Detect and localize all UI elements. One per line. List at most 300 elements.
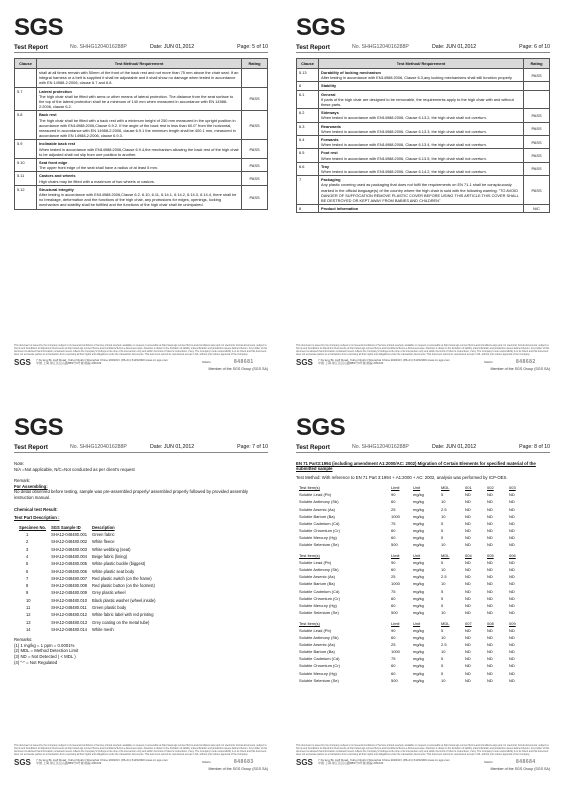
disclaimer: This document is issued by the Company subject to its General Conditions of Service printed overleaf, available on request or accessible at http://www.sgs.com/en/Terms-and-Conditions.aspx and, for electronic format documents, subject to Terms and Conditions for Electronic Documents at http://www.sgs.com/en/Terms-and-Conditions/Terms-e-Document.aspx. Attention is drawn to the limitation of liability, indemnification and jurisdiction issues defined therein. Any holder of this document is advised that information contained hereon reflects the Company's findings at the time of its intervention only and within the limits of Client's instructions, if any. The Company's sole responsibility is to its Client and this document does not exonerate parties to a transaction from exercising all their rights and obligations under the transaction documents. This document cannot be reproduced except in full, without prior written approval of the Company. xyxy=(296,344,550,356)
rating-cell: PASS xyxy=(242,140,268,159)
sample-id: SHA12-048480.002 xyxy=(51,539,88,545)
requirement-text: The high chair shall be fitted with a back rest with a minimum height of 250 mm measured in the upright position in accordance with EN14988:2006,Clause 6.9.2. If the angle of the back rest is less than 60.0° from the horizontal, measured in accordance with EN 14988-2:2006, clause 6.9.1 the minimum length shall be 400.1 mm, measured in accordance with EN 14988-2:2006, clause 6.9.3. xyxy=(39,117,236,139)
requirement-cell xyxy=(319,69,524,82)
remark-item: (2) MDL = Method Detection Limit xyxy=(14,648,79,654)
mdl-value: 5 xyxy=(441,534,444,540)
page-number: Page: 5 of 10 xyxy=(237,44,268,50)
mdl-value: 10 xyxy=(441,581,446,587)
table-row xyxy=(298,670,530,677)
remarks-label: Remarks: xyxy=(14,637,33,643)
disclaimer: This document is issued by the Company subject to its General Conditions of Service printed overleaf, available on request or accessible at http://www.sgs.com/en/Terms-and-Conditions.aspx and, for electronic format documents, subject to Terms and Conditions for Electronic Documents at http://www.sgs.com/en/Terms-and-Conditions/Terms-e-Document.aspx. Attention is drawn to the limitation of liability, indemnification and jurisdiction issues defined therein. Any holder of this document is advised that information contained hereon reflects the Company's findings at the time of its intervention only and within the limits of Client's instructions, if any. The Company's sole responsibility is to its Client and this document does not exonerate parties to a transaction from exercising all their rights and obligations under the transaction documents. This document cannot be reproduced except in full, without prior written approval of the Company. xyxy=(14,344,268,356)
requirement-title: Sideways xyxy=(321,110,339,116)
result-value: ND xyxy=(465,595,471,601)
page-footer xyxy=(14,344,268,371)
section-title: EN 71 Part3:1994 (including amendment A1:2000/AC: 2002) Migration of Certain Elements for specified material of the submitted sample xyxy=(296,461,536,472)
result-value: ND xyxy=(487,635,493,641)
result-value: ND xyxy=(487,628,493,633)
clause-cell: 6.2 xyxy=(297,109,319,122)
result-value: ND xyxy=(465,513,471,519)
limit-value: 60 xyxy=(391,602,396,608)
page-footer xyxy=(296,344,550,371)
result-value: ND xyxy=(465,541,471,547)
requirement-text: If parts of the high chair are designed to be removable, the requirements apply to the high chair with and without these parts. xyxy=(321,96,514,108)
mdl-header: MDL xyxy=(441,485,450,491)
requirement-text: Any plastic covering used as packaging that does not fulfil the requirements on EN 71-1 shall be conspicuously marked in the official language(s) of the country where the high chair is sold with the following warning: "TO AVOID DANGER OF SUFFOCATION REMOVE PLASTIC COVER BEFORE USING THIS ARTICLE.THIS COVER SHALL BE DESTROYED OR KEPT AWAY FROM BABIES AND CHILDREN" xyxy=(321,182,519,204)
rating-cell: PASS xyxy=(524,109,550,122)
specimen-no: 11 xyxy=(26,605,31,611)
sample-id: SHA12-048480.010 xyxy=(51,597,88,603)
footer-address: 7 Xu'ang Bt. Aoff Road, Xuhui District Shanghai China 200233 t (86-21) 61152000 www.cn.sgs.com 中国·上海·徐汇区宜山路889号3号楼 邮编 200233 xyxy=(36,758,168,765)
limit-header: Limit xyxy=(391,620,400,626)
table-row xyxy=(18,597,160,604)
unit-value: mg/kg xyxy=(413,649,424,655)
requirement-text: When tested in accordance with EN14988:2006, Clause 6.13.3, the high chair shall not overturn. xyxy=(321,128,487,134)
rating-cell: PASS xyxy=(242,159,268,172)
limit-value: 60 xyxy=(391,567,396,573)
result-value: ND xyxy=(487,527,493,533)
footer-address: 7 Xu'ang Bt. Aoff Road, Xuhui District Shanghai China 200233 t (86-21) 61152000 www.cn.sgs.com 中国·上海·徐汇区宜山路889号3号楼 邮编 200233 xyxy=(36,358,168,365)
item-header: Test Item(s) xyxy=(299,485,320,491)
result-value: ND xyxy=(509,663,515,669)
result-value: ND xyxy=(465,581,471,587)
table-row xyxy=(297,90,550,109)
chemical-label: Chemical test Result: xyxy=(14,506,58,512)
result-value: ND xyxy=(509,642,515,648)
table-row xyxy=(298,559,530,566)
test-method: Test Method: With reference to EN 71 Part 3:1994 + A1:2000 + AC: 2002, analysis was performed by ICP-OES. xyxy=(296,474,508,480)
unit-value: mg/kg xyxy=(413,567,424,573)
sample-col-header: 001 xyxy=(465,485,472,491)
table-row xyxy=(298,677,530,684)
sample-col-header: 004 xyxy=(465,553,472,559)
limit-value: 500 xyxy=(391,609,398,615)
unit-value: mg/kg xyxy=(413,492,424,498)
clause-cell: 6.6 xyxy=(297,162,319,175)
sample-id: SHA12-048480.003 xyxy=(51,546,88,552)
rating-cell: N/C xyxy=(524,205,550,213)
limit-value: 60 xyxy=(391,663,396,669)
mdl-value: 5 xyxy=(441,527,444,533)
unit-value: mg/kg xyxy=(413,588,424,594)
result-value: ND xyxy=(509,670,515,676)
page-number: Page: 8 of 10 xyxy=(519,444,550,450)
result-value: ND xyxy=(509,588,515,594)
requirement-title: Stability xyxy=(321,83,337,89)
limit-value: 500 xyxy=(391,541,398,547)
specimen-description: White mesh xyxy=(92,626,114,632)
mdl-value: 5 xyxy=(441,670,444,676)
requirement-text: After testing in accordance with EN14988:2006, Clause 6.3,any locking mechanisms shall still function properly xyxy=(321,75,512,81)
sgs-logo: SGS xyxy=(296,14,346,41)
result-value: ND xyxy=(465,649,471,655)
specimen-description: Red plastic switch (on the frame) xyxy=(92,575,152,581)
test-item: Soluble Barium (Ba) xyxy=(299,581,335,587)
result-value: ND xyxy=(509,602,515,608)
unit-value: mg/kg xyxy=(413,513,424,519)
result-value: ND xyxy=(509,560,515,566)
part-description-label: Test Part Description : xyxy=(14,515,60,521)
clause-cell: 6.4 xyxy=(297,136,319,149)
page-number: Page: 6 of 10 xyxy=(519,44,550,50)
table-row xyxy=(297,69,550,82)
result-value: ND xyxy=(487,670,493,676)
test-item: Soluble Arsenic (As) xyxy=(299,506,336,512)
disclaimer: This document is issued by the Company subject to its General Conditions of Service printed overleaf, available on request or accessible at http://www.sgs.com/en/Terms-and-Conditions.aspx and, for electronic format documents, subject to Terms and Conditions for Electronic Documents at http://www.sgs.com/en/Terms-and-Conditions/Terms-e-Document.aspx. Attention is drawn to the limitation of liability, indemnification and jurisdiction issues defined therein. Any holder of this document is advised that information contained hereon reflects the Company's findings at the time of its intervention only and within the limits of Client's instructions, if any. The Company's sole responsibility is to its Client and this document does not exonerate parties to a transaction from exercising all their rights and obligations under the transaction documents. This document cannot be reproduced except in full, without prior written approval of the Company. xyxy=(296,744,550,756)
report-page-8 xyxy=(286,404,560,796)
limit-value: 75 xyxy=(391,588,396,594)
sample-id: SHA12-048480.004 xyxy=(51,553,88,559)
requirement-cell xyxy=(319,176,524,205)
result-value: ND xyxy=(509,567,515,573)
sample-col-header: 002 xyxy=(487,485,494,491)
test-item: Soluble Antimony (Sb) xyxy=(299,567,339,573)
stamp-prefix: SHHG xyxy=(484,359,493,364)
result-value: ND xyxy=(509,506,515,512)
requirement-title: Tray xyxy=(321,163,330,169)
rating-cell xyxy=(242,69,268,88)
description-header: Description xyxy=(92,524,115,530)
report-header xyxy=(296,44,550,53)
unit-value: mg/kg xyxy=(413,560,424,566)
requirement-text: When tested in accordance with EN14988:2006, Clause 6.13.4, the high chair shall not overturn. xyxy=(321,142,487,148)
requirement-cell xyxy=(319,90,524,109)
sample-col-header: 006 xyxy=(509,553,516,559)
requirement-cell xyxy=(319,122,524,135)
rating-cell: PASS xyxy=(242,111,268,140)
rating-cell: PASS xyxy=(524,69,550,82)
mdl-value: 10 xyxy=(441,499,446,505)
table-row xyxy=(298,491,530,498)
specimen-no: 8 xyxy=(26,583,29,589)
limit-value: 60 xyxy=(391,595,396,601)
result-value: ND xyxy=(509,492,515,498)
test-item: Soluble Arsenic (As) xyxy=(299,642,336,648)
page-footer xyxy=(296,744,550,771)
requirement-title: Product information xyxy=(321,206,359,212)
table-row xyxy=(297,149,550,162)
clause-header: Clause xyxy=(297,59,319,69)
report-number: No. SHHG1204016288P xyxy=(70,44,127,50)
test-item: Soluble Cadmium (Cd) xyxy=(299,588,340,594)
result-value: ND xyxy=(465,656,471,662)
page-number: Page: 7 of 10 xyxy=(237,444,268,450)
specimen-table xyxy=(18,524,160,633)
specimen-description: White fabric label with red printing xyxy=(92,612,154,618)
requirements-table xyxy=(14,58,268,210)
serial-number: 848681 xyxy=(234,358,254,365)
limit-value: 90 xyxy=(391,560,396,566)
sgs-logo: SGS xyxy=(296,414,346,441)
unit-value: mg/kg xyxy=(413,656,424,662)
table-row xyxy=(298,513,530,520)
header-row xyxy=(298,620,530,627)
limit-value: 90 xyxy=(391,492,396,498)
unit-value: mg/kg xyxy=(413,602,424,608)
specimen-no: 6 xyxy=(26,568,29,574)
report-header xyxy=(296,444,550,453)
rating-cell xyxy=(524,82,550,90)
unit-header: Unit xyxy=(413,553,421,559)
result-value: ND xyxy=(487,567,493,573)
unit-value: mg/kg xyxy=(413,663,424,669)
limit-value: 500 xyxy=(391,677,398,683)
rating-cell: PASS xyxy=(524,149,550,162)
sample-id: SHA12-048480.011 xyxy=(51,605,87,611)
requirement-text: The upper front edge of the seat shall have a radius of at least 5 mm. xyxy=(39,165,158,171)
header-row xyxy=(298,552,530,559)
test-item: Soluble Antimony (Sb) xyxy=(299,499,339,505)
result-value: ND xyxy=(509,520,515,526)
table-row xyxy=(298,506,530,513)
table-row xyxy=(298,498,530,505)
requirement-cell xyxy=(319,205,524,213)
requirement-text: The high chair shall be fitted with arms or other means of lateral protection. The distance from the seat surface to the top of the lateral protection shall be a minimum of 140 mm when measured in accordance with EN 14988-2:2006, clause 6.2. xyxy=(39,93,234,110)
clause-cell: 5.12 xyxy=(15,185,37,209)
unit-value: mg/kg xyxy=(413,628,424,633)
clause-cell: 5.10 xyxy=(15,159,37,172)
mdl-value: 10 xyxy=(441,635,446,641)
specimen-description: White webbing (seat) xyxy=(92,546,131,552)
sample-id: SHA12-048480.007 xyxy=(51,575,88,581)
remark-item: (3) ND = Not Detected ( < MDL ) xyxy=(14,653,76,659)
table-row xyxy=(18,538,160,545)
sgs-logo: SGS xyxy=(14,14,64,41)
test-item: Soluble Mercury (Hg) xyxy=(299,670,337,676)
limit-value: 25 xyxy=(391,574,396,580)
test-item: Soluble Chromium (Cr) xyxy=(299,527,340,533)
result-value: ND xyxy=(487,642,493,648)
specimen-description: Grey plastic wheel xyxy=(92,590,126,596)
table-row xyxy=(298,520,530,527)
table-row xyxy=(298,602,530,609)
requirement-text: When tested in accordance with EN14988:2006, Clause 6.13.2, the high chair shall not overturn. xyxy=(321,115,487,121)
result-value: ND xyxy=(487,534,493,540)
test-item: Soluble Chromium (Cr) xyxy=(299,595,340,601)
table-row xyxy=(18,589,160,596)
result-value: ND xyxy=(487,541,493,547)
rating-cell: PASS xyxy=(242,172,268,185)
requirements-table xyxy=(296,58,550,213)
method-header: Test Method/ Requirement xyxy=(319,59,524,69)
table-row xyxy=(15,140,268,159)
table-row xyxy=(15,159,268,172)
table-row xyxy=(18,626,160,633)
report-date: Date: JUN 01,2012 xyxy=(432,44,477,50)
table-row xyxy=(297,176,550,205)
requirement-title: Durability of locking mechanism xyxy=(321,70,381,75)
table-row xyxy=(297,205,550,213)
mdl-value: 2.5 xyxy=(441,506,447,512)
unit-value: mg/kg xyxy=(413,499,424,505)
result-value: ND xyxy=(509,628,515,633)
table-row xyxy=(298,588,530,595)
sample-id: SHA12-048480.009 xyxy=(51,590,88,596)
remark-label: Remark: xyxy=(14,478,31,484)
sample-col-header: 007 xyxy=(465,620,472,626)
remark-item: (4) "-" = Not Regulated xyxy=(14,659,58,665)
limit-header: Limit xyxy=(391,485,400,491)
requirement-title: Structural integrity xyxy=(39,186,74,192)
item-header: Test Item(s) xyxy=(299,620,320,626)
member-note: Member of the SGS Group (SGS SA) xyxy=(490,767,550,771)
mdl-value: 5 xyxy=(441,595,444,601)
clause-cell: 7 xyxy=(297,176,319,205)
limit-value: 25 xyxy=(391,506,396,512)
result-value: ND xyxy=(509,649,515,655)
member-note: Member of the SGS Group (SGS SA) xyxy=(208,767,268,771)
requirement-text: When tested in accordance with EN14988:2006, Clause 6.13.5, the high chair shall not overturn. xyxy=(321,155,487,161)
table-row xyxy=(18,611,160,618)
table-row xyxy=(298,655,530,662)
clause-cell: 5.8 xyxy=(15,111,37,140)
test-item: Soluble Selenium (Se) xyxy=(299,677,339,683)
stamp-prefix: SHHG xyxy=(484,759,493,764)
result-value: ND xyxy=(509,656,515,662)
specimen-no: 4 xyxy=(26,553,29,559)
table-row xyxy=(298,609,530,616)
limit-value: 75 xyxy=(391,520,396,526)
results-table xyxy=(298,484,530,548)
specimen-description: Green fabric xyxy=(92,532,115,538)
table-row xyxy=(298,534,530,541)
requirement-cell xyxy=(319,136,524,149)
specimen-description: White plastic seat body xyxy=(92,568,135,574)
mdl-value: 5 xyxy=(441,656,444,662)
limit-value: 60 xyxy=(391,534,396,540)
requirement-text: After testing in accordance with EN14988:2006,Clause 6.2, 6.10, 6.11, 6.14.1, 6.14.2, 6.14.3, 6.14.4, there shall be no breakage, deformation and the functions of the high chair, any protrusions for edges, openings, locking mechanism and stability shall be fulfilled and the functions of the high chair shall be unimpaired. xyxy=(39,192,237,208)
specimen-description: Grey coating on the metal tube) xyxy=(92,619,150,625)
sgs-logo: SGS xyxy=(14,414,64,441)
mdl-value: 10 xyxy=(441,541,446,547)
report-date: Date: JUN 01,2012 xyxy=(432,444,477,450)
result-value: ND xyxy=(487,520,493,526)
specimen-no: 3 xyxy=(26,546,29,552)
unit-value: mg/kg xyxy=(413,677,424,683)
mdl-value: 5 xyxy=(441,602,444,608)
requirement-title: Castors and wheels xyxy=(39,173,76,179)
result-value: ND xyxy=(509,609,515,615)
report-number: No. SHHG1204016288P xyxy=(352,444,409,450)
sample-id: SHA12-048480.014 xyxy=(51,626,88,632)
table-row xyxy=(297,136,550,149)
requirement-cell xyxy=(37,172,242,185)
page-body xyxy=(14,461,268,665)
specimen-description: White fleece xyxy=(92,539,115,545)
mdl-header: MDL xyxy=(441,620,450,626)
specimen-description: Red plastic button (on the footrest) xyxy=(92,583,155,589)
sample-col-header: 008 xyxy=(487,620,494,626)
rating-cell: PASS xyxy=(242,185,268,209)
specimen-description: Black plastic washer (wheel,inside) xyxy=(92,597,156,603)
unit-value: mg/kg xyxy=(413,642,424,648)
footer-logo: SGS xyxy=(296,357,313,367)
clause-cell: 6.3 xyxy=(297,122,319,135)
limit-value: 1000 xyxy=(391,581,400,587)
sample-col-header: 009 xyxy=(509,620,516,626)
results-tables xyxy=(296,484,550,684)
footer-logo: SGS xyxy=(14,357,31,367)
unit-value: mg/kg xyxy=(413,670,424,676)
result-value: ND xyxy=(487,513,493,519)
result-value: ND xyxy=(487,677,493,683)
result-value: ND xyxy=(465,492,471,498)
table-row xyxy=(18,582,160,589)
specimen-no: 7 xyxy=(26,575,29,581)
table-row xyxy=(18,546,160,553)
report-label: Test Report xyxy=(14,444,48,451)
report-page-7 xyxy=(4,404,278,796)
report-number: No. SHHG1204016288P xyxy=(352,44,409,50)
result-value: ND xyxy=(487,663,493,669)
test-item: Soluble Selenium (Se) xyxy=(299,609,339,615)
mdl-value: 5 xyxy=(441,663,444,669)
requirement-cell xyxy=(319,82,524,90)
mdl-value: 10 xyxy=(441,609,446,615)
result-value: ND xyxy=(465,609,471,615)
rating-cell: PASS xyxy=(524,122,550,135)
requirement-cell xyxy=(37,140,242,159)
requirement-cell xyxy=(37,159,242,172)
unit-value: mg/kg xyxy=(413,574,424,580)
result-value: ND xyxy=(487,588,493,594)
page-footer xyxy=(14,744,268,771)
table-row xyxy=(298,595,530,602)
clause-cell: 5.9 xyxy=(15,140,37,159)
result-value: ND xyxy=(465,588,471,594)
limit-value: 90 xyxy=(391,628,396,633)
footer-address: 7 Xu'ang Bt. Aoff Road, Xuhui District Shanghai China 200233 t (86-21) 61152000 www.cn.sgs.com 中国·上海·徐汇区宜山路889号3号楼 邮编 200233 xyxy=(318,358,450,365)
report-header xyxy=(14,44,268,53)
item-header: Test Item(s) xyxy=(299,553,320,559)
table-row xyxy=(298,573,530,580)
limit-value: 60 xyxy=(391,499,396,505)
table-row xyxy=(298,634,530,641)
test-item: Soluble Lead (Pb) xyxy=(299,560,332,566)
limit-value: 25 xyxy=(391,642,396,648)
requirement-title: Lateral protection xyxy=(39,88,72,94)
requirement-cell xyxy=(37,69,242,88)
result-value: ND xyxy=(509,527,515,533)
mdl-header: MDL xyxy=(441,553,450,559)
sample-col-header: 005 xyxy=(487,553,494,559)
table-row xyxy=(15,185,268,209)
clause-cell: 6 xyxy=(297,82,319,90)
result-value: ND xyxy=(465,642,471,648)
specimen-no: 2 xyxy=(26,539,29,545)
result-value: ND xyxy=(509,534,515,540)
clause-cell: 6.5 xyxy=(297,149,319,162)
limit-value: 60 xyxy=(391,670,396,676)
unit-header: Unit xyxy=(413,485,421,491)
result-value: ND xyxy=(487,506,493,512)
test-item: Soluble Selenium (Se) xyxy=(299,541,339,547)
table-row xyxy=(298,648,530,655)
unit-value: mg/kg xyxy=(413,595,424,601)
report-label: Test Report xyxy=(296,44,330,51)
note-label: Note: xyxy=(14,461,25,466)
remarks-list xyxy=(14,643,268,665)
unit-value: mg/kg xyxy=(413,609,424,615)
result-value: ND xyxy=(509,541,515,547)
result-value: ND xyxy=(509,635,515,641)
sample-id-header: SGS Sample ID xyxy=(51,524,81,530)
specimen-no: 14 xyxy=(26,626,31,632)
footer-logo: SGS xyxy=(14,757,31,767)
report-page-5 xyxy=(4,4,278,396)
requirement-cell xyxy=(37,111,242,140)
unit-value: mg/kg xyxy=(413,527,424,533)
result-value: ND xyxy=(465,506,471,512)
